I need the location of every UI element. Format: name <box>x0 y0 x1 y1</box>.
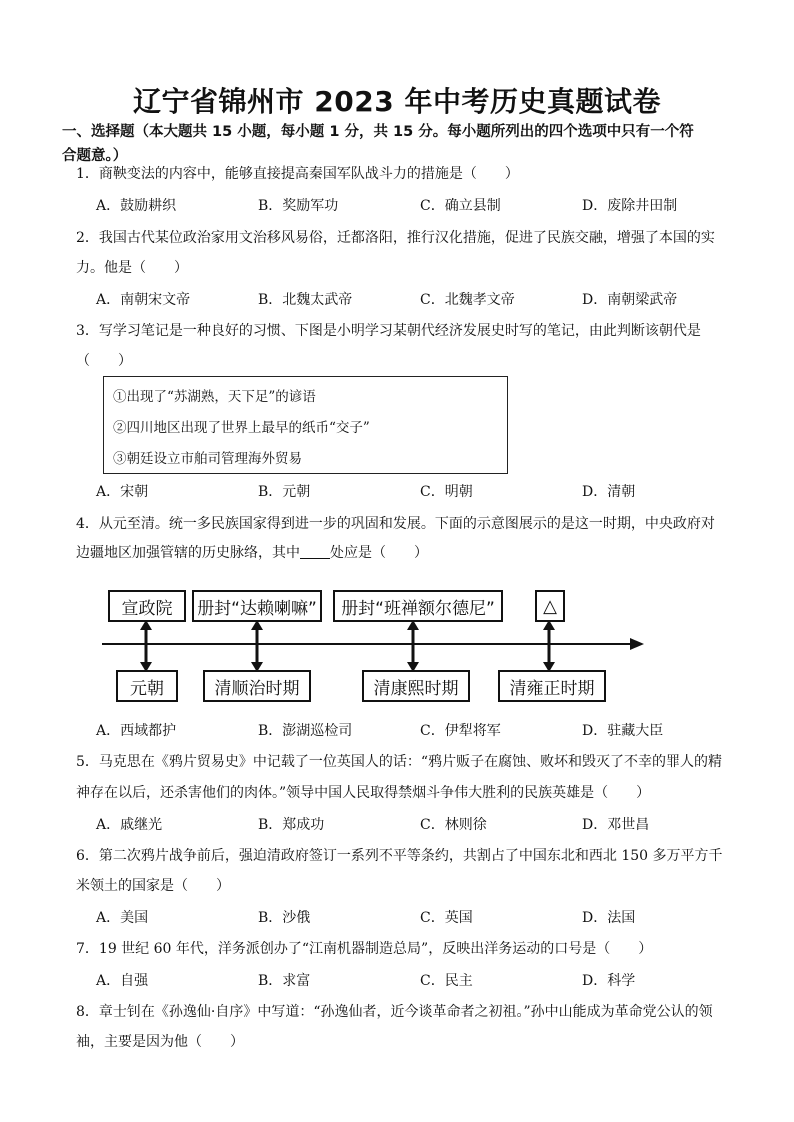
timeline-bottom-box-3: 清康熙时期 <box>362 670 470 702</box>
timeline-bottom-box-2: 清顺治时期 <box>203 670 311 702</box>
question-8-text-line1: 8．章士钊在《孙逸仙·自序》中写道：“孙逸仙者，近今谈革命者之初祖。”孙中山能成为革命党公认的领 <box>76 1004 713 1020</box>
q5-option-a[interactable]: A．戚继光 <box>96 817 163 833</box>
question-1-text: 1．商鞅变法的内容中，能够直接提高秦国军队战斗力的措施是（ ） <box>76 166 519 182</box>
question-2-text-line1: 2．我国古代某位政治家用文治移风易俗，迁都洛阳，推行汉化措施，促进了民族交融，增强了本国的实 <box>76 230 715 246</box>
question-3-text-line1: 3．写学习笔记是一种良好的习惯、下图是小明学习某朝代经济发展史时写的笔记，由此判断该朝代是 <box>76 323 701 339</box>
question-8-text-line2: 袖，主要是因为他（ ） <box>76 1034 244 1050</box>
q5-option-d[interactable]: D．邓世昌 <box>582 817 650 833</box>
q5-option-c[interactable]: C．林则徐 <box>420 817 487 833</box>
question-4-text-part1: 边疆地区加强管辖的历史脉络，其中 <box>76 545 300 561</box>
timeline-top-box-1: 宣政院 <box>108 590 186 622</box>
exam-title: 辽宁省锦州市 2023 年中考历史真题试卷 <box>133 85 661 118</box>
q4-option-a[interactable]: A．西域都护 <box>96 723 177 739</box>
q7-option-c[interactable]: C．民主 <box>420 973 473 989</box>
question-3-text-line2: （ ） <box>76 353 132 369</box>
question-5-text-line1: 5．马克思在《鸦片贸易史》中记载了一位英国人的话：“鸦片贩子在腐蚀、败坏和毁灭了不幸的罪人的精 <box>76 754 723 770</box>
q4-option-c[interactable]: C．伊犁将军 <box>420 723 501 739</box>
answer-blank <box>300 558 330 559</box>
q6-option-d[interactable]: D．法国 <box>582 910 636 926</box>
section-heading-line1: 一、选择题（本大题共 15 小题，每小题 1 分，共 15 分。每小题所列出的四个选项中只有一个符 <box>62 124 694 140</box>
q2-option-b[interactable]: B．北魏太武帝 <box>258 292 353 308</box>
q3-option-c[interactable]: C．明朝 <box>420 484 473 500</box>
study-notes-box <box>103 376 508 474</box>
q4-option-b[interactable]: B．澎湖巡检司 <box>258 723 353 739</box>
section-heading-line2: 合题意。） <box>62 148 128 164</box>
question-4-text-line2 <box>76 543 746 563</box>
timeline-top-box-2: 册封“达赖喇嘛” <box>192 590 322 622</box>
q2-option-a[interactable]: A．南朝宋文帝 <box>96 292 191 308</box>
question-5-text-line2: 神存在以后，还杀害他们的肉体。”领导中国人民取得禁烟斗争伟大胜利的民族英雄是（ ） <box>76 785 651 801</box>
question-6-text-line2: 米领土的国家是（ ） <box>76 878 230 894</box>
question-4-text-part2: 处应是（ ） <box>330 545 428 561</box>
study-note-2: ②四川地区出现了世界上最早的纸币“交子” <box>113 420 370 436</box>
q1-option-a[interactable]: A．鼓励耕织 <box>96 198 177 214</box>
q1-option-b[interactable]: B．奖励军功 <box>258 198 339 214</box>
timeline-bottom-box-1: 元朝 <box>116 670 178 702</box>
timeline-bottom-box-4: 清雍正时期 <box>498 670 606 702</box>
q1-option-d[interactable]: D．废除井田制 <box>582 198 678 214</box>
q6-option-b[interactable]: B．沙俄 <box>258 910 311 926</box>
question-2-text-line2: 力。他是（ ） <box>76 260 188 276</box>
q3-option-b[interactable]: B．元朝 <box>258 484 311 500</box>
q2-option-c[interactable]: C．北魏孝文帝 <box>420 292 515 308</box>
q3-option-a[interactable]: A．宋朝 <box>96 484 149 500</box>
q2-option-d[interactable]: D．南朝梁武帝 <box>582 292 678 308</box>
timeline-top-box-4-triangle: △ <box>535 590 565 622</box>
study-note-1: ①出现了“苏湖熟，天下足”的谚语 <box>113 389 316 405</box>
study-note-3: ③朝廷设立市舶司管理海外贸易 <box>113 451 302 467</box>
q7-option-d[interactable]: D．科学 <box>582 973 636 989</box>
q3-option-d[interactable]: D．清朝 <box>582 484 636 500</box>
q6-option-a[interactable]: A．美国 <box>96 910 149 926</box>
question-4-text-line1: 4．从元至清。统一多民族国家得到进一步的巩固和发展。下面的示意图展示的是这一时期，中央政府对 <box>76 516 715 532</box>
q1-option-c[interactable]: C．确立县制 <box>420 198 501 214</box>
q7-option-b[interactable]: B．求富 <box>258 973 311 989</box>
timeline-axis-arrowhead <box>630 638 644 650</box>
q5-option-b[interactable]: B．郑成功 <box>258 817 325 833</box>
question-7-text: 7．19 世纪 60 年代，洋务派创办了“江南机器制造总局”，反映出洋务运动的口号是（ ） <box>76 941 653 957</box>
q6-option-c[interactable]: C．英国 <box>420 910 473 926</box>
timeline-top-box-3: 册封“班禅额尔德尼” <box>333 590 503 622</box>
question-6-text-line1: 6．第二次鸦片战争前后，强迫清政府签订一系列不平等条约，共割占了中国东北和西北 150 多万平方千 <box>76 848 723 864</box>
q7-option-a[interactable]: A．自强 <box>96 973 149 989</box>
timeline-diagram <box>100 590 660 706</box>
q4-option-d[interactable]: D．驻藏大臣 <box>582 723 664 739</box>
